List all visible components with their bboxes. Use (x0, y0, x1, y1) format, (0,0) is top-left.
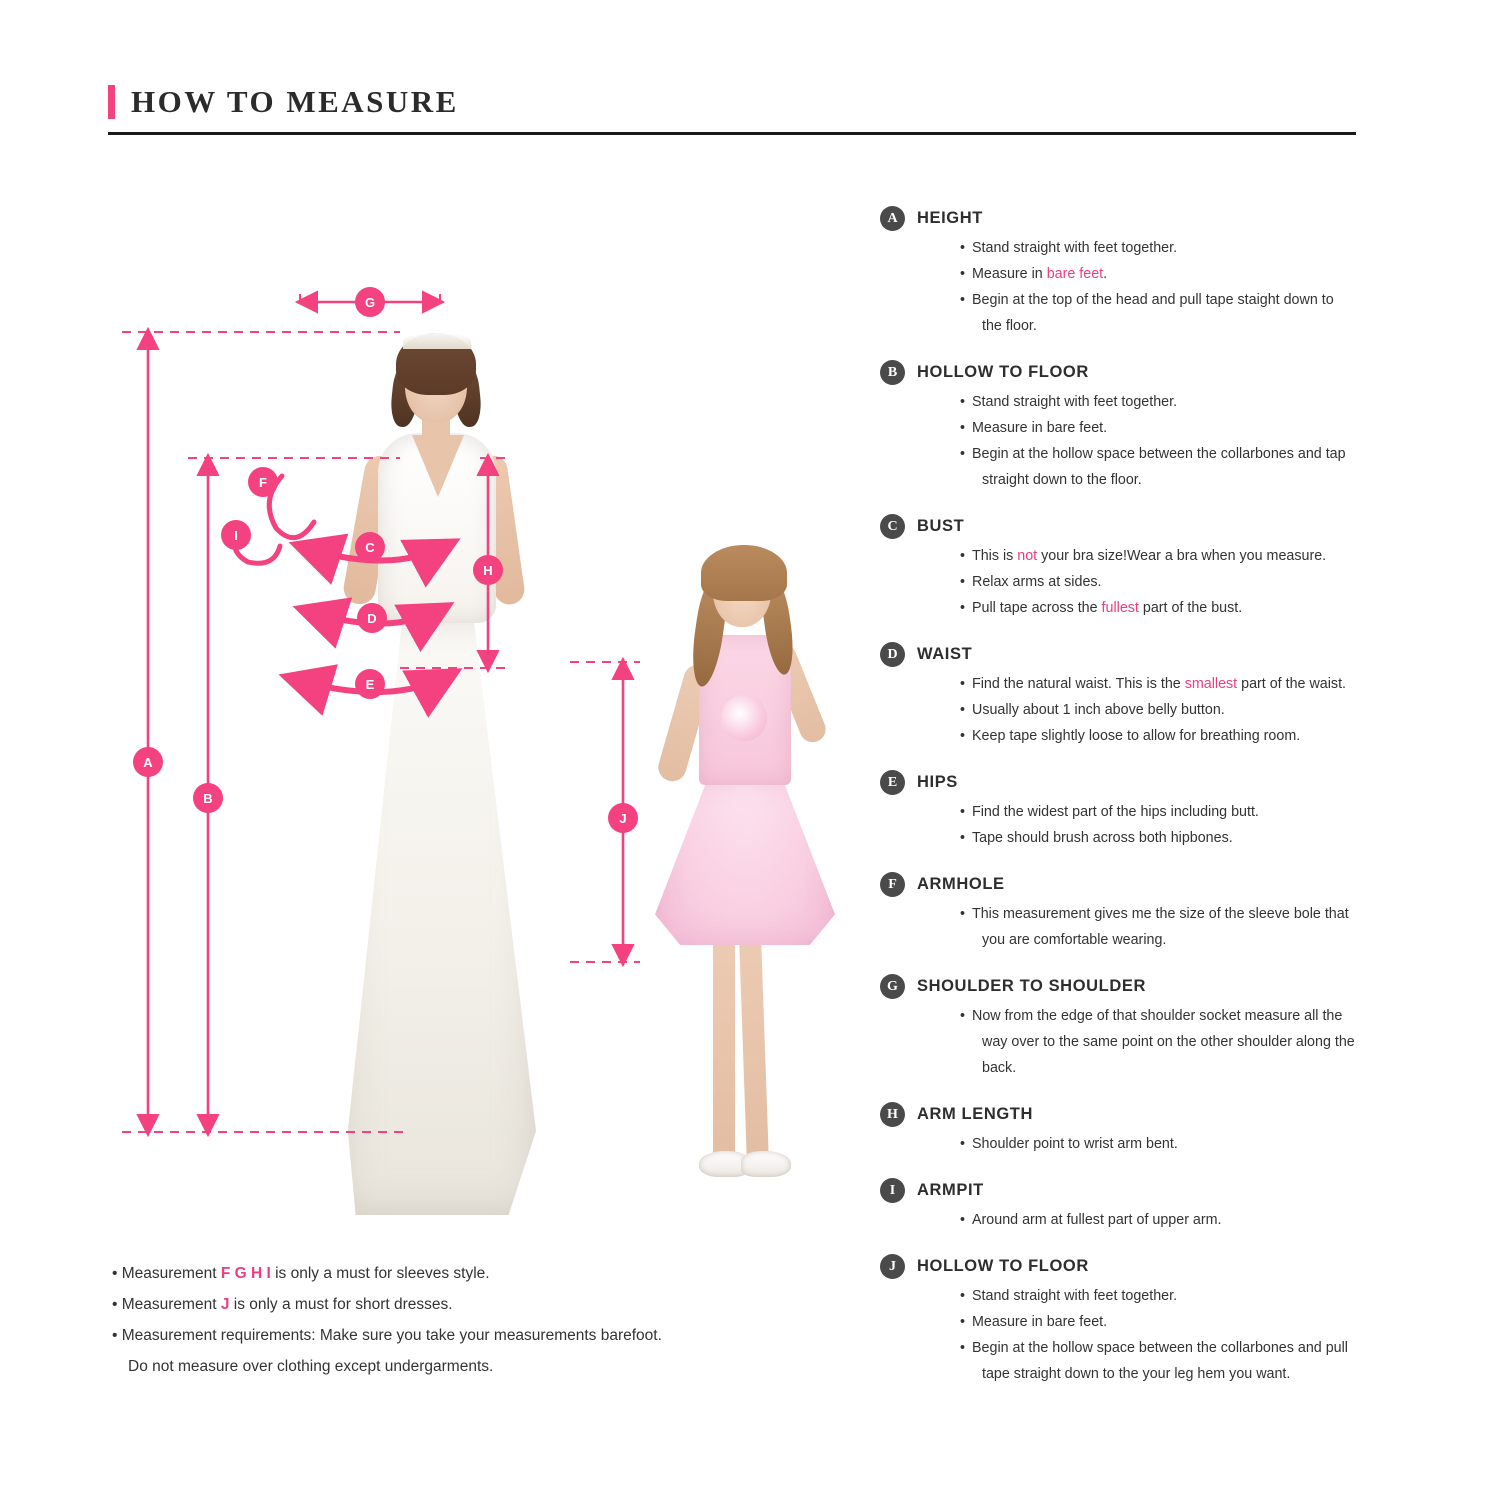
entry-header (880, 1178, 1380, 1203)
marker-badge-b: B (880, 360, 905, 385)
line-text: Tape should brush across both hipbones. (972, 830, 1233, 846)
svg-text:G: G (364, 295, 376, 310)
line-highlight: smallest (1184, 676, 1238, 692)
entry-detail-list (920, 903, 1380, 952)
measurement-entry-g (880, 974, 1380, 1080)
measurement-entry-b (880, 360, 1380, 492)
measurement-entry-c (880, 514, 1380, 620)
line-text: Now from the edge of that shoulder socket measure all the (972, 1008, 1343, 1024)
svg-text:H: H (483, 563, 493, 578)
entry-detail-line (960, 699, 1380, 722)
footer-notes (112, 1258, 812, 1382)
entry-detail-line (960, 1285, 1380, 1308)
entry-detail-line (960, 289, 1380, 312)
entry-detail-line (960, 801, 1380, 824)
entry-detail-line (960, 571, 1380, 594)
entry-detail-line (960, 1031, 1380, 1054)
entry-detail-line (960, 545, 1380, 568)
line-text-after: part of the bust. (1138, 600, 1243, 616)
entry-detail-line (960, 725, 1380, 748)
measurement-entry-a (880, 206, 1380, 338)
line-text: Stand straight with feet together. (972, 240, 1178, 256)
line-highlight: bare feet (1046, 266, 1104, 282)
entry-detail-line (960, 443, 1380, 466)
entry-title: HOLLOW TO FLOOR (917, 363, 1089, 381)
measurement-lines-overlay (100, 250, 840, 1240)
entry-title: HOLLOW TO FLOOR (917, 1257, 1089, 1275)
line-text: Begin at the hollow space between the collarbones and tap (972, 446, 1346, 462)
svg-text:C: C (365, 540, 375, 555)
note-sleeves: • Measurement F G H I is only a must for sleeves style. (112, 1265, 490, 1282)
line-text-after: part of the waist. (1237, 676, 1347, 692)
entry-detail-list (920, 1133, 1380, 1156)
note-short-dresses: • Measurement J is only a must for short dresses. (112, 1296, 453, 1313)
marker-badge-d: D (880, 642, 905, 667)
line-text-after: your bra size!Wear a bra when you measure. (1037, 548, 1327, 564)
line-text: Find the natural waist. This is the (972, 676, 1185, 692)
line-text: Stand straight with feet together. (972, 1288, 1178, 1304)
entry-detail-line (960, 391, 1380, 414)
marker-badge-i: I (880, 1178, 905, 1203)
entry-header (880, 974, 1380, 999)
note-letter-j: J (220, 1296, 230, 1313)
line-text: Around arm at fullest part of upper arm. (972, 1212, 1222, 1228)
line-text: Measure in bare feet. (972, 1314, 1108, 1330)
entry-detail-line (960, 1057, 1380, 1080)
entry-detail-list (920, 1285, 1380, 1386)
line-text: back. (982, 1060, 1017, 1076)
line-text: This is (972, 548, 1018, 564)
entry-detail-list (920, 237, 1380, 338)
line-highlight: fullest (1101, 600, 1139, 616)
entry-title: ARMHOLE (917, 875, 1005, 893)
marker-badge-j: J (880, 1254, 905, 1279)
marker-badge-c: C (880, 514, 905, 539)
entry-detail-line (960, 929, 1380, 952)
svg-text:E: E (365, 677, 375, 692)
line-text: Measure in (972, 266, 1047, 282)
entry-title: SHOULDER TO SHOULDER (917, 977, 1146, 995)
line-text: you are comfortable wearing. (982, 932, 1167, 948)
entry-detail-list (920, 801, 1380, 850)
entry-detail-list (920, 1005, 1380, 1080)
svg-text:A: A (143, 755, 153, 770)
entry-detail-line (960, 1005, 1380, 1028)
line-text: Pull tape across the (972, 600, 1102, 616)
svg-text:B: B (203, 791, 213, 806)
line-text: Find the widest part of the hips including butt. (972, 804, 1259, 820)
entry-detail-line (960, 315, 1380, 338)
entry-detail-line (960, 903, 1380, 926)
entry-title: ARM LENGTH (917, 1105, 1033, 1123)
entry-header (880, 206, 1380, 231)
entry-title: HIPS (917, 773, 958, 791)
line-text: straight down to the floor. (982, 472, 1142, 488)
entry-detail-line (960, 673, 1380, 696)
entry-detail-line (960, 237, 1380, 260)
entry-detail-line (960, 1209, 1380, 1232)
line-highlight: not (1017, 548, 1038, 564)
entry-detail-line (960, 417, 1380, 440)
entry-detail-line (960, 469, 1380, 492)
entry-detail-list (920, 391, 1380, 492)
entry-detail-line (960, 827, 1380, 850)
line-text: Shoulder point to wrist arm bent. (972, 1136, 1178, 1152)
line-text: way over to the same point on the other shoulder along the (982, 1034, 1355, 1050)
line-text: Usually about 1 inch above belly button. (972, 702, 1225, 718)
svg-text:I: I (234, 528, 238, 543)
svg-text:J: J (619, 811, 627, 826)
entry-detail-list (920, 545, 1380, 620)
entry-detail-list (920, 1209, 1380, 1232)
measurement-illustration (100, 250, 840, 1240)
measurement-entry-h (880, 1102, 1380, 1156)
entry-header (880, 514, 1380, 539)
marker-badge-f: F (880, 872, 905, 897)
line-text: Relax arms at sides. (972, 574, 1102, 590)
entry-detail-line (960, 1311, 1380, 1334)
line-text: tape straight down to the your leg hem you want. (982, 1366, 1291, 1382)
header-accent-bar (108, 85, 115, 119)
page-header (108, 84, 1356, 135)
entry-detail-line (960, 597, 1380, 620)
svg-text:D: D (367, 611, 377, 626)
measurement-entry-e (880, 770, 1380, 850)
measurement-entry-i (880, 1178, 1380, 1232)
marker-badge-h: H (880, 1102, 905, 1127)
line-text: Begin at the hollow space between the collarbones and pull (972, 1340, 1348, 1356)
line-text: Measure in bare feet. (972, 420, 1108, 436)
header-row (108, 84, 1356, 120)
line-text: the floor. (982, 318, 1037, 334)
note-requirements: • Measurement requirements: Make sure you take your measurements barefoot. (112, 1327, 662, 1344)
line-text: Begin at the top of the head and pull tape staight down to (972, 292, 1334, 308)
entry-header (880, 1254, 1380, 1279)
entry-detail-line (960, 1337, 1380, 1360)
entry-detail-line (960, 1363, 1380, 1386)
entry-header (880, 642, 1380, 667)
note-requirements-sub: Do not measure over clothing except undergarments. (128, 1358, 494, 1375)
svg-text:F: F (259, 475, 267, 490)
entry-title: ARMPIT (917, 1181, 984, 1199)
entry-title: HEIGHT (917, 209, 983, 227)
entry-header (880, 1102, 1380, 1127)
marker-badge-e: E (880, 770, 905, 795)
entry-title: BUST (917, 517, 965, 535)
entry-header (880, 770, 1380, 795)
entry-header (880, 872, 1380, 897)
entry-header (880, 360, 1380, 385)
measurement-entry-f (880, 872, 1380, 952)
measurement-entry-j (880, 1254, 1380, 1386)
measurement-entry-d (880, 642, 1380, 748)
entry-detail-list (920, 673, 1380, 748)
note-letters-fghi: F G H I (220, 1265, 271, 1282)
header-divider (108, 132, 1356, 135)
entry-detail-line (960, 263, 1380, 286)
line-text-after: . (1103, 266, 1108, 282)
page-title: HOW TO MEASURE (131, 84, 459, 119)
line-text: Keep tape slightly loose to allow for breathing room. (972, 728, 1301, 744)
measurement-guide-list (880, 206, 1380, 1408)
marker-badge-a: A (880, 206, 905, 231)
line-text: This measurement gives me the size of the sleeve bole that (972, 906, 1349, 922)
entry-detail-line (960, 1133, 1380, 1156)
line-text: Stand straight with feet together. (972, 394, 1178, 410)
entry-title: WAIST (917, 645, 973, 663)
marker-badge-g: G (880, 974, 905, 999)
